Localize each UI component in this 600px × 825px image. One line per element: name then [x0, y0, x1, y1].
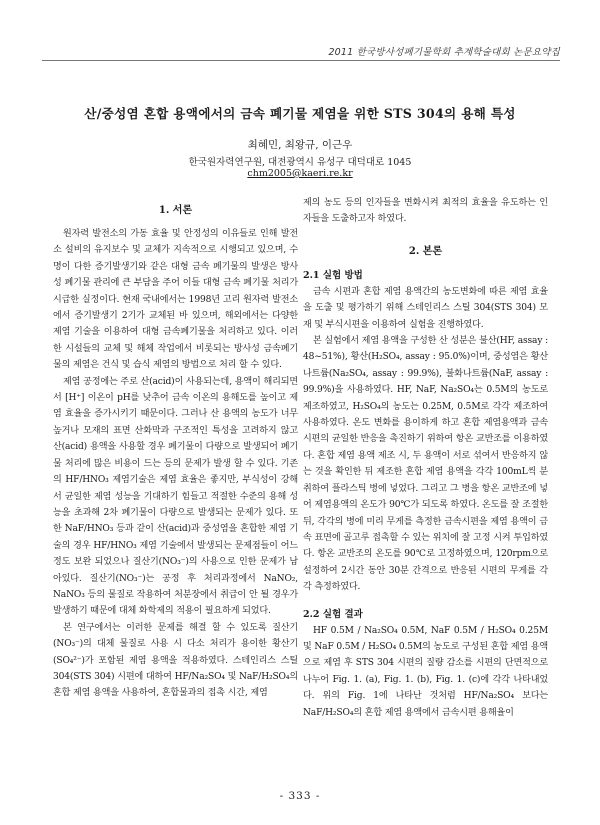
page-number: - 333 - — [279, 790, 321, 802]
email-link[interactable]: chm2005@kaeri.re.kr — [247, 168, 353, 179]
intro-paragraph-1: 원자력 발전소의 가동 효율 및 안정성의 이유들로 인해 발전소 설비의 유지보수 및 교체가 지속적으로 시행되고 있으며, 수명이 다한 증기발생기와 같은 대형 금속 폐기물의 발생은 방사성 폐기물 관리에 큰 부담을 주어 이들 대형 금속 폐기물 처리가 시급한 실정이다. 현재 국내에서는 1998년 고리 원자력 발전소에서 증기발생기 2기가 교체된 바 있으며, 해외에서는 다양한 제염 기술을 이용하여 대형 금속폐기물을 처리하고 있다. 이러한 시설들의 교체 및 해체 작업에서 비롯되는 방사성 금속폐기물의 제염은 건식 및 습식 제염의 방법으로 처리 할 수 있다. — [53, 229, 298, 371]
paper-title: 산/중성염 혼합 용액에서의 금속 폐기물 제염을 위한 STS 304의 용해 특성 — [84, 106, 516, 121]
section-heading-body: 2. 본론 — [408, 245, 443, 257]
affiliation: 한국원자력연구원, 대전광역시 유성구 대덕대로 1045 — [188, 157, 412, 168]
left-column — [53, 195, 298, 702]
intro-paragraph-3: 본 연구에서는 이러한 문제를 해결 할 수 있도록 질산기(NO₃⁻)의 대체 물질로 사용 시 다소 처리가 용이한 황산기(SO₄²⁻)가 포함된 제염 용액을 적용하였다. 스테인리스 스틸 304(STS 304) 시편에 대하여 HF/Na₂SO₄ 및 NaF/H₂SO₄의 혼합 제염 용액을 사용하여, 혼합물과의 접촉 시간, 제염 — [53, 622, 298, 699]
method-paragraph-2: 본 실험에서 제염 용액을 구성한 산 성분은 불산(HF, assay : 48~51%), 황산(H₂SO₄, assay : 95.0%)이며, 중성염은 황산나트륨(Na₂SO₄, assay : 99.9%), 불화나트륨(NaF, assay : 99.9%)을 사용하였다. HF, NaF, Na₂SO₄는 0.5M의 농도로 제조하였고, H₂SO₄의 농도는 0.25M, 0.5M로 각각 제조하여 사용하였다. 온도 변화를 용이하게 하고 혼합 제염용액과 금속 시편의 균일한 반응을 촉진하기 위하여 항온 교반조를 이용하였다. 혼합 제염 용액 제조 시, 두 용액이 서로 섞여서 반응하지 않는 것을 확인한 뒤 제조한 혼합 제염 용액을 각각 100mL씩 분취하여 플라스틱 병에 넣었다. 그리고 그 병을 항온 교반조에 넣어 제염용액의 온도가 90℃가 되도록 하였다. 온도를 잘 조절한 뒤, 각각의 병에 미리 무게를 측정한 금속시편을 제염 용액이 금속 표면에 골고루 접촉할 수 있는 위치에 잘 고정 시켜 투입하였다. 항온 교반조의 온도를 90℃로 고정하였으며, 120rpm으로 설정하여 2시간 동안 30분 간격으로 반응된 시편의 무게를 각각 측정하였다. — [303, 336, 548, 593]
running-header: 2011 한국방사성폐기물학회 추계학술대회 논문요약집 — [328, 47, 560, 58]
intro-paragraph-2: 제염 공정에는 주로 산(acid)이 사용되는데, 용액이 해리되면서 [H⁺] 이온이 pH를 낮추어 금속 이온의 용해도를 높이고 제염 효율을 증가시키기 때문이다. 그러나 산 용액의 농도가 너무 높거나 모재의 표면 산화막과 구조적인 특성을 고려하지 않고 산(acid) 용액을 사용할 경우 폐기물이 다량으로 발생되어 폐기물 처리에 많은 비용이 드는 등의 문제가 발생 할 수 있다. 기존의 HF/HNO₃ 제염기술은 제염 효율은 좋지만, 부식성이 강해서 균일한 제염 성능을 기대하기 힘들고 적절한 수준의 용해 성능을 초과해 2차 폐기물이 다량으로 발생되는 문제가 있다. 또한 NaF/HNO₃ 등과 같이 산(acid)과 중성염을 혼합한 제염 기술의 경우 HF/HNO₃ 제염 기술에서 발생되는 문제점들이 어느 정도 보완 되었으나 질산기(NO₃⁻)의 사용으로 인한 문제가 남아있다. 질산기(NO₃⁻)는 공정 후 처리과정에서 NaNO₂, NaNO₃ 등의 물질로 작용하여 처분장에서 취급이 안 될 경우가 발생하기 때문에 대체 화학제의 적용이 필요하게 되었다. — [53, 376, 298, 617]
authors: 최혜민, 최왕규, 이근우 — [247, 139, 353, 151]
method-paragraph-1: 금속 시편과 혼합 제염 용액간의 농도변화에 따른 제염 효율을 도출 및 평가하기 위해 스테인리스 스틸 304(STS 304) 모재 및 부식시편을 이용하여 실험을 진행하였다. — [303, 286, 548, 330]
intro-paragraph-3-continued: 제의 농도 등의 인자들을 변화시켜 최적의 효율을 유도하는 인자들을 도출하고자 하였다. — [303, 198, 548, 225]
results-paragraph-1: HF 0.5M / Na₂SO₄ 0.5M, NaF 0.5M / H₂SO₄ 0.25M 및 NaF 0.5M / H₂SO₄ 0.5M의 농도로 구성된 혼합 제염 용액으로 제염 후 STS 304 시편의 질량 감소를 시편의 단면적으로 나누어 Fig. 1. (a), Fig. 1. (b), Fig. 1. (c)에 각각 나타내었다. 위의 Fig. 1에 나타난 것처럼 HF/Na₂SO₄ 보다는 NaF/H₂SO₄의 혼합 제염 용액에서 금속시편 용해율이 — [303, 625, 548, 718]
subsection-heading-results: 2.2 실험 결과 — [303, 608, 363, 620]
section-heading-intro: 1. 서론 — [158, 205, 193, 216]
right-column — [303, 195, 548, 721]
header-rule — [42, 60, 560, 61]
subsection-heading-method: 2.1 실험 방법 — [303, 269, 363, 281]
